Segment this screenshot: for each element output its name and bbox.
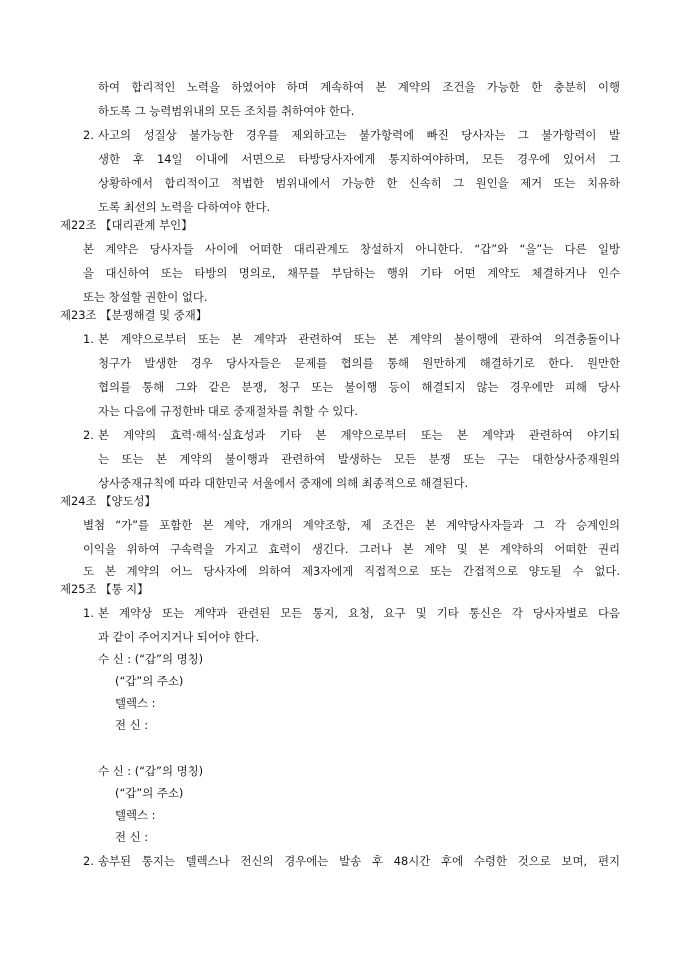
art25-item1-number: 1. (83, 606, 94, 620)
art25-item2-number: 2. (83, 854, 94, 868)
notice2-telegram: 전 신 : (115, 830, 149, 844)
art22-line-1: 본 계약은 당사자들 사이에 어떠한 대리관계도 창설하지 아니한다. “갑”와 “을”는 다른 일방 (83, 242, 620, 256)
art21-line-1: 하여 합리적인 노력을 하였어야 하며 계속하여 본 계약의 조건을 가능한 한 충분히 이행 (98, 80, 620, 94)
notice2-address: (“갑”의 주소) (115, 786, 184, 800)
art23-item1-number: 1. (83, 332, 94, 346)
art23-item2-line-3: 상사중재규칙에 따라 대한민국 서울에서 중재에 의해 최종적으로 해결된다. (98, 476, 469, 490)
art22-line-2: 을 대신하여 또는 타방의 명의로, 채무를 부담하는 행위 기타 어떤 계약도 체결하거나 인수 (83, 266, 620, 280)
notice1-recipient: 수 신 : (“갑”의 명칭) (98, 652, 204, 666)
art25-heading: 제25조 【통 지】 (60, 582, 149, 596)
art21-item2-number: 2. (83, 128, 94, 142)
notice1-telex: 텔렉스 : (115, 696, 156, 710)
notice1-address: (“갑”의 주소) (115, 674, 184, 688)
art25-item2-line-1: 송부된 통지는 텔렉스나 전신의 경우에는 발송 후 48시간 후에 수령한 것으로 보며, 편지 (98, 854, 620, 868)
art23-item1-line-1: 본 계약으로부터 또는 본 계약과 관련하여 또는 본 계약의 불이행에 관하여 의견충돌이나 (98, 332, 620, 346)
art24-line-1: 별첨 “가”를 포함한 본 계약, 개개의 계약조항, 제 조건은 본 계약당사자들과 그 각 승계인의 (83, 518, 620, 532)
art24-line-2: 이익을 위하여 구속력을 가지고 효력이 생긴다. 그러나 본 계약 및 본 계약하의 어떠한 권리 (83, 542, 620, 556)
art25-item1-line-1: 본 계약상 또는 계약과 관련된 모든 통지, 요청, 요구 및 기타 통신은 각 당사자별로 다음 (98, 606, 620, 620)
notice2-telex: 텔렉스 : (115, 808, 156, 822)
notice1-telegram: 전 신 : (115, 718, 149, 732)
art23-item1-line-4: 자는 다음에 규정한바 대로 중재절차를 취할 수 있다. (98, 404, 359, 418)
art23-heading: 제23조 【분쟁해결 및 중재】 (60, 308, 208, 322)
art24-heading: 제24조 【양도성】 (60, 494, 156, 508)
art21-item2-line-4: 도록 최선의 노력을 다하여야 한다. (98, 200, 271, 214)
art21-item2-line-3: 상황하에서 합리적이고 적법한 범위내에서 가능한 한 신속히 그 원인을 제거 또는 치유하 (98, 176, 620, 190)
art22-heading: 제22조 【대리관계 부인】 (60, 218, 193, 232)
art22-line-3: 또는 창설할 권한이 없다. (83, 290, 208, 304)
art23-item1-line-2: 청구가 발생한 경우 당사자들은 문제를 협의를 통해 원만하게 해결하기로 한다. 원만한 (98, 356, 620, 370)
art21-item2-line-2: 생한 후 14일 이내에 서면으로 타방당사자에게 통지하여야하며, 모든 경우에 있어서 그 (98, 152, 620, 166)
art23-item1-line-3: 협의를 통해 그와 같은 분쟁, 청구 또는 불이행 등이 해결되지 않는 경우에만 피해 당사 (98, 380, 620, 394)
art24-line-3: 도 본 계약의 어느 당사자에 의하여 제3자에게 직접적으로 또는 간접적으로 양도될 수 없다. (83, 564, 620, 578)
notice2-recipient: 수 신 : (“갑”의 명칭) (98, 764, 204, 778)
art21-line-2: 하도록 그 능력범위내의 모든 조치를 취하여야 한다. (98, 104, 355, 118)
art23-item2-line-1: 본 계약의 효력·해석·실효성과 기타 본 계약으로부터 또는 본 계약과 관련하여 야기되 (98, 428, 620, 442)
art21-item2-line-1: 사고의 성질상 불가능한 경우를 제외하고는 불가항력에 빠진 당사자는 그 불가항력이 발 (98, 128, 620, 142)
art23-item2-line-2: 는 또는 본 계약의 불이행과 관련하여 발생하는 모든 분쟁 또는 구는 대한상사중재원의 (98, 452, 620, 466)
art23-item2-number: 2. (83, 428, 94, 442)
art25-item1-line-2: 과 같이 주어지거나 되어야 한다. (98, 630, 260, 644)
